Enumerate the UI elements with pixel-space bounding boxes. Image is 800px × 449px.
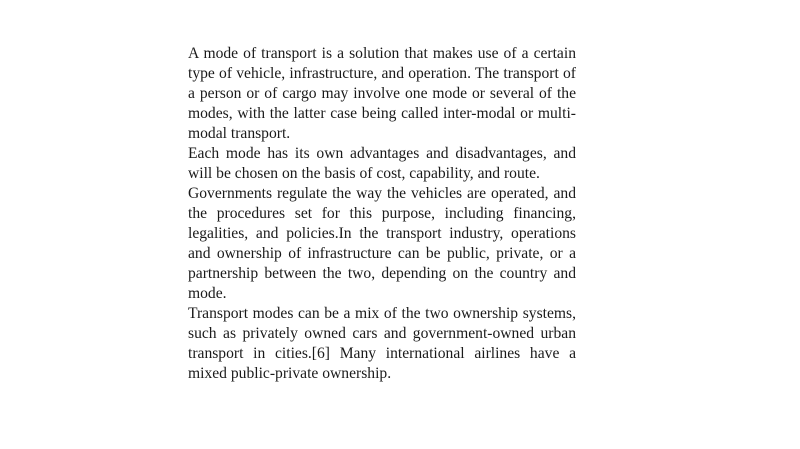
paragraph-transport-mode-definition: A mode of transport is a solution that makes use of a certain type of vehicle, infrastructure, and operation. The transport of a person or of cargo may involve one mode or several of the modes, with the latter case being called inter-modal or multi-modal transport.	[188, 45, 576, 142]
paragraph-government-regulation: Governments regulate the way the vehicles are operated, and the procedures set for this purpose, including financing, legalities, and policies.In the transport industry, operations and ownership of infrastructure can be public, private, or a partnership between the two, depending on the country and mode.	[188, 185, 576, 302]
paragraph-ownership-systems: Transport modes can be a mix of the two ownership systems, such as privately owned cars and government-owned urban transport in cities.[6] Many international airlines have a mixed public-private ownership.	[188, 305, 576, 382]
document-body	[188, 44, 576, 384]
paragraph-advantages: Each mode has its own advantages and disadvantages, and will be chosen on the basis of cost, capability, and route.	[188, 145, 576, 182]
